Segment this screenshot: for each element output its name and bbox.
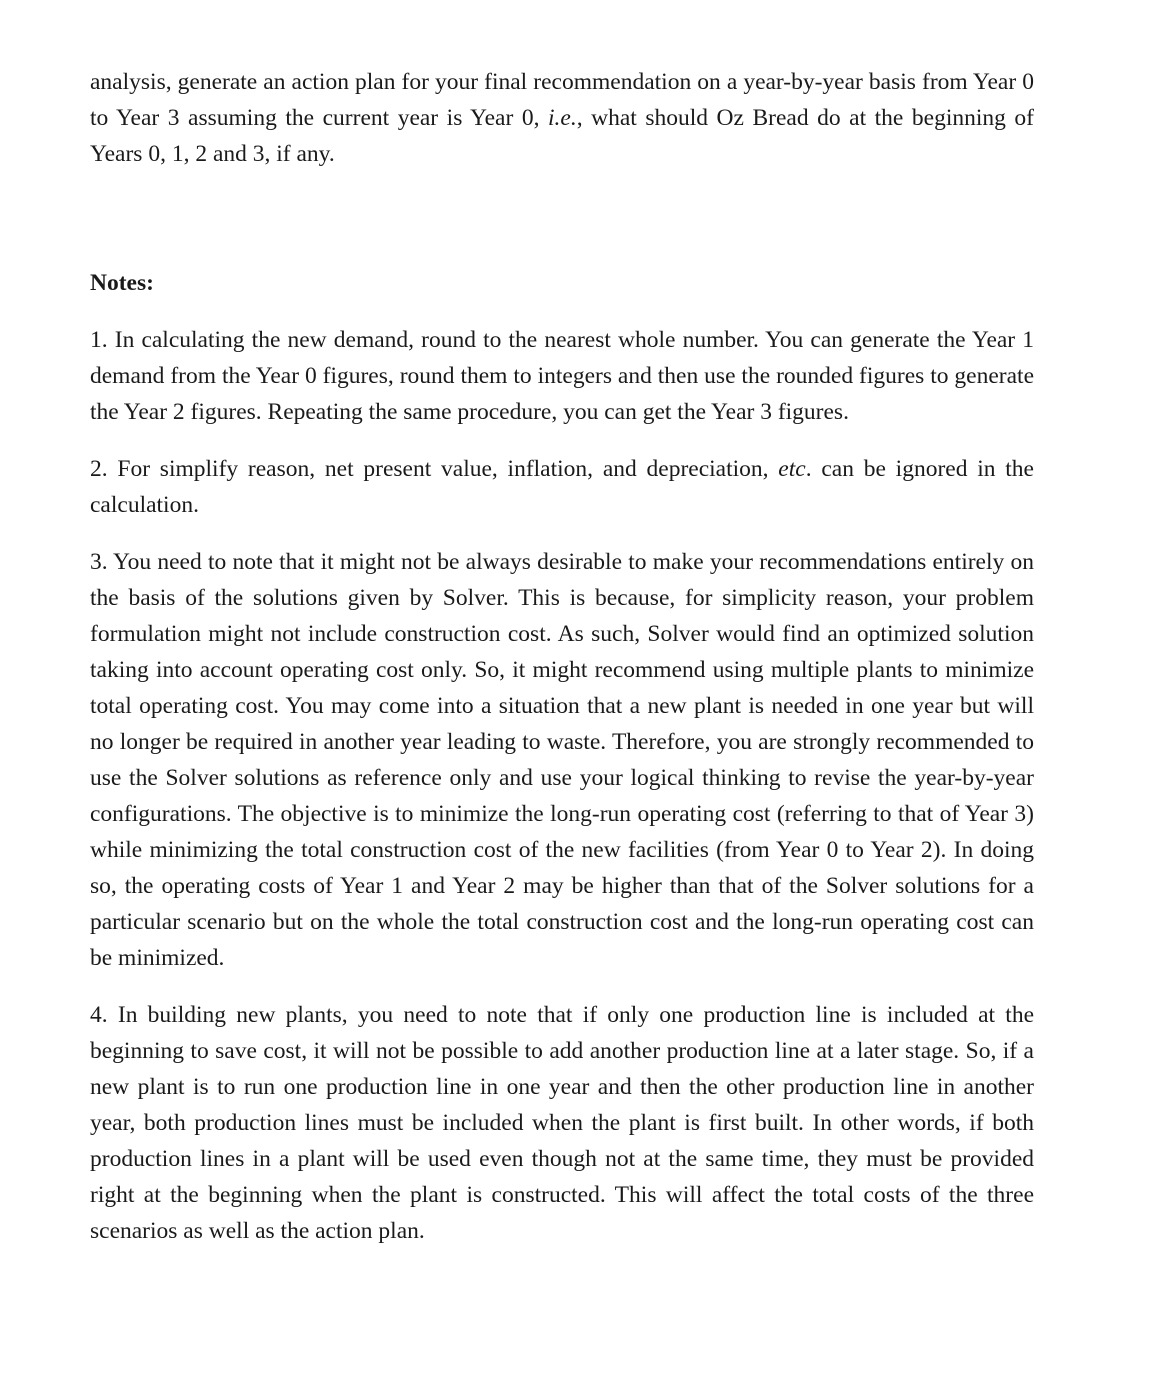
- note-2-text-2: . can be ignored in the calculation.: [90, 456, 1034, 518]
- note-2-text-1: 2. For simplify reason, net present value, inflation, and depreciation,: [90, 456, 779, 482]
- intro-paragraph: [90, 64, 1034, 172]
- note-2-etc: etc: [778, 456, 806, 482]
- note-1: 1. In calculating the new demand, round to the nearest whole number. You can generate the Year 1 demand from the Year 0 figures, round them to integers and then use the rounded figures to generate the Year 2 figures. Repeating the same procedure, you can get the Year 3 figures.: [90, 327, 1034, 425]
- intro-text-1: analysis, generate an action plan for your final recommendation on a year-by-year basis from Year 0 to Year 3 assuming the current year is Year 0,: [90, 69, 1034, 131]
- note-4: 4. In building new plants, you need to note that if only one production line is included at the beginning to save cost, it will not be possible to add another production line at a later stage. So, if a new plant is to run one production line in one year and then the other production line in another year, both production lines must be included when the plant is first built. In other words, if both production lines in a plant will be used even though not at the same time, they must be provided right at the beginning when the plant is constructed. This will affect the total costs of the three scenarios as well as the action plan.: [90, 1002, 1034, 1244]
- note-3: 3. You need to note that it might not be always desirable to make your recommendations entirely on the basis of the solutions given by Solver. This is because, for simplicity reason, your problem formulation might not include construction cost. As such, Solver would find an optimized solution taking into account operating cost only. So, it might recommend using multiple plants to minimize total operating cost. You may come into a situation that a new plant is needed in one year but will no longer be required in another year leading to waste. Therefore, you are strongly recommended to use the Solver solutions as reference only and use your logical thinking to revise the year-by-year configurations. The objective is to minimize the long-run operating cost (referring to that of Year 3) while minimizing the total construction cost of the new facilities (from Year 0 to Year 2). In doing so, the operating costs of Year 1 and Year 2 may be higher than that of the Solver solutions for a particular scenario but on the whole the total construction cost and the long-run operating cost can be minimized.: [90, 549, 1034, 971]
- note-2: [90, 451, 1034, 523]
- intro-text-2: , what should Oz Bread do at the beginning of Years 0, 1, 2 and 3, if any.: [90, 105, 1034, 167]
- notes-heading: Notes:: [90, 270, 154, 296]
- intro-ie: i.e.: [548, 105, 577, 131]
- document-page: [90, 64, 1034, 1270]
